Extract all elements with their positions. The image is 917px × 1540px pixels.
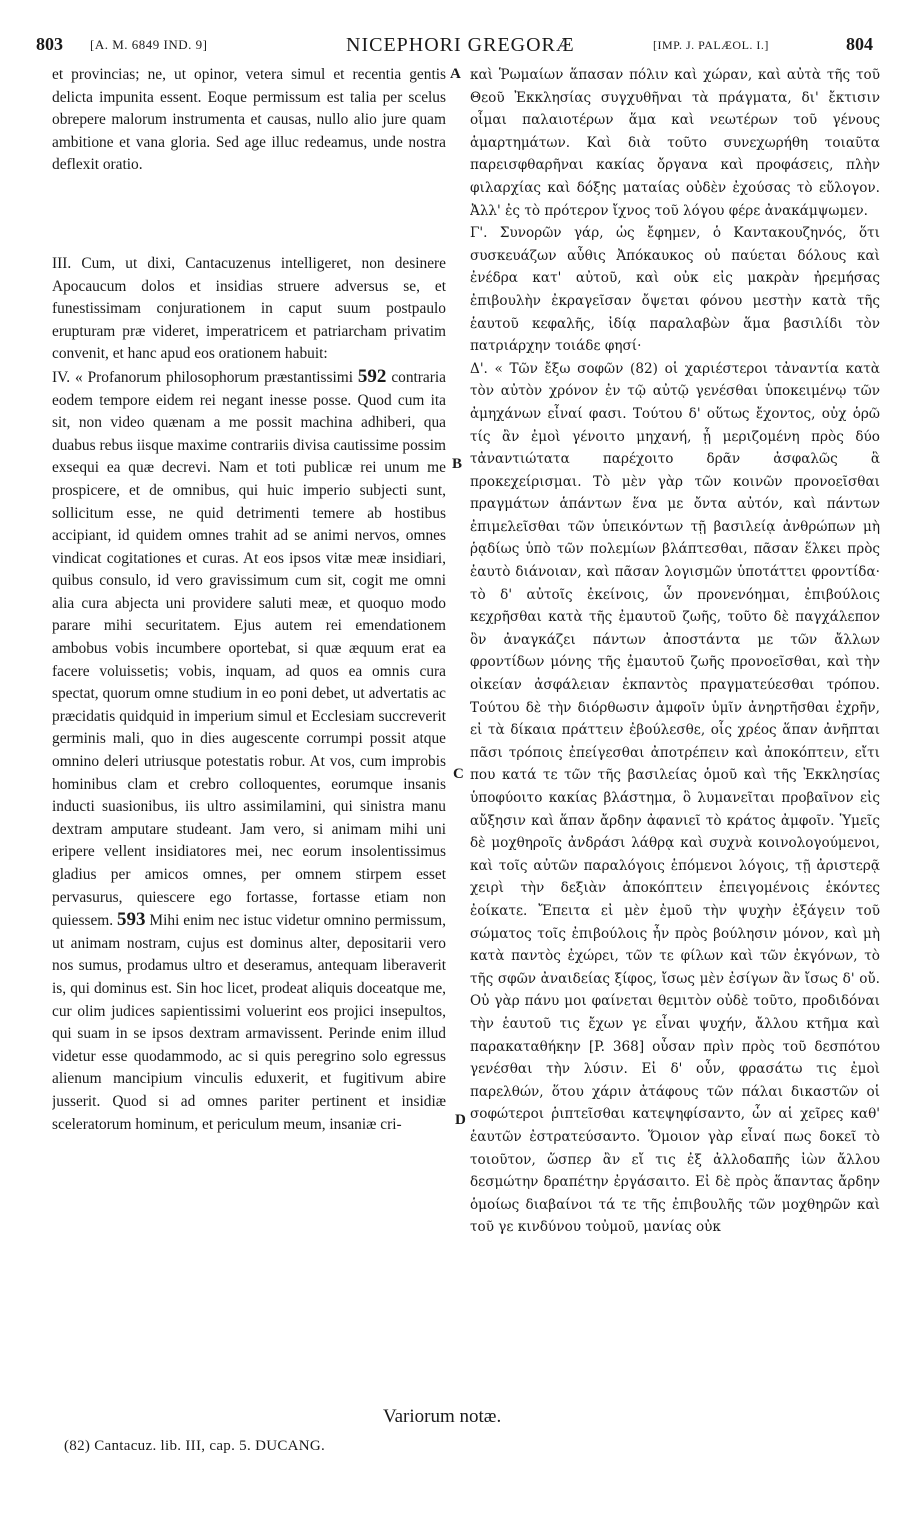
latin-column: [52, 64, 446, 1394]
latin-text: contraria eodem tempore eidem rei negant inesse posse. Quod cum ita sit, non video quænam a me possit machina adhiberi, qua duabus rebus iisque maxime contrariis divisa cautissime possim exsequi ea quæ decrevi. Nam et toti publicæ rei unum me prospicere, et de omnibus, qui huic imperio subjecti sunt, sollicitum esse, ne quid detrimenti temere ab hostibus accipiant, id quidem omnes trahit ad se animi nervos, omnes vindicat cogitationes et curas. At eos ipsos vitæ meæ insidiari, quibus consulo, id vero gravissimum cum sit, cogit me omni alia cura abjecta uni providere saluti meæ, et quoquo modo parare mihi securitatem. Ejus autem rei emendationem ambobus vobis incumbere oportebat, si quæ æquum erat ea facere voluissetis; vobis, inquam, ad quos ea omnis cura spectat, quorum omne studium in eo poni debet, ut advertatis ac præcidatis quidquid in imperium simul et Ecclesiam succreverit germinis mali, quo in dies augescente corrumpi possit atque omnino deleri utriusque potestatis robur. At vos, cum improbis hominibus clam et crebro colloquentes, eorumque insanis inducti suasionibus, iis ultro assimilamini, qui sinistra manu dextram amputare studeant. Jam vero, si animam mihi uni eripere vellent insidiatores mei, nec eorum insolentissimus gladius per amicos omnes, per omnem stirpem esset pervasurus, quiescere ego fortasse, fortasse etiam non quiessem.: [52, 368, 446, 930]
page-number-left: 803: [36, 34, 63, 54]
margin-letter-c: C: [453, 766, 464, 782]
margin-letter-a: A: [450, 66, 461, 82]
page-number-right: 804: [846, 34, 873, 54]
running-head-right: [IMP. J. PALÆOL. I.]: [653, 38, 769, 52]
notes-heading: Variorum notæ.: [383, 1406, 502, 1427]
footnote: (82) Cantacuz. lib. III, cap. 5. DUCANG.: [64, 1438, 326, 1454]
spacer: [52, 177, 446, 253]
edition-column-number: 592: [357, 365, 387, 387]
edition-column-number: 593: [117, 909, 146, 931]
running-head-left: [A. M. 6849 IND. 9]: [90, 37, 208, 52]
running-title: NICEPHORI GREGORÆ: [346, 34, 575, 56]
greek-paragraph: καὶ Ῥωμαίων ἅπασαν πόλιν καὶ χώραν, καὶ αὐτὰ τῆς τοῦ Θεοῦ Ἐκκλησίας συγχυθῆναι τὰ πράγματα, δι' ἔκτισιν οἶμαι παλαιοτέρων ἅμα καὶ νεωτέρων τοῦ γένους ἁμαρτημάτων. Καὶ διὰ τοῦτο συνεχωρήθη τοιαῦτα παρεισφθαρῆναι κακίας ὄργανα καὶ προφάσεις, πλὴν φιλαρχίας καὶ δόξης ματαίας οὐδὲν ἐχούσας τὸ εὔλογον. Ἀλλ' ἐς τὸ πρότερον ἴχνος τοῦ λόγου φέρε ἀνακάμψωμεν.: [470, 67, 880, 219]
latin-paragraph: III. Cum, ut dixi, Cantacuzenus intelligeret, non desinere Apocaucum dolos et insidias struere adversus se, et funestissimam conjurationem in caput suum postpaulo erupturam præ videret, imperatricem et patriarcham privatim convenit, et hanc apud eos orationem habuit:: [52, 254, 446, 363]
margin-letter-d: D: [455, 1112, 466, 1128]
latin-text: Mihi enim nec istuc videtur omnino permissum, ut animam nostram, cujus est dominus alter, depositarii vero nos sumus, prodamus ultro et deseramus, antequam liberaverit is, qui dominus est. Sin hoc licet, prodeat aliquis doceatque me, cur olim judices sapientissimi voluerint eos projici insepultos, qui suam in se ipsos dextram armavissent. Perinde enim illud videtur esse quodammodo, ac si quis peregrino solo egressus alienum mancipium vinculis eduxerit, et fugitivum abire jusserit. Quod si ad omnes pariter pertinent et insidiæ sceleratorum hominum, et periculum meum, insaniæ cri-: [52, 912, 446, 1133]
running-header: [28, 34, 888, 60]
latin-paragraph: [52, 366, 446, 1136]
latin-text: IV. « Profanorum philosophorum præstantissimi: [52, 368, 358, 386]
greek-paragraph: Δ'. « Τῶν ἔξω σοφῶν (82) οἱ χαριέστεροι τἀναντία κατὰ τὸν αὐτὸν χρόνον ἐν τῷ αὐτῷ γενέσθαι ὑποκειμένῳ τῶν ἀμηχάνων εἶναί φασι. Τούτου δ' οὕτως ἔχοντος, οὐχ ὁρῶ τίς ἂν ἐμοὶ γένοιτο μηχανή, ᾗ μεριζομένη πρὸς δύο τἀναντιώτατα παρέχοιτο δρᾶν ἀσφαλῶς ἃ προκεχείρισμαι. Τὸ μὲν γὰρ τῶν κοινῶν προνοεῖσθαι πραγμάτων ἁπάντων ἕνα με ὄντα αὐτόν, καὶ πάντων ἐπιμελεῖσθαι τῶν ὑπεικόντων τῇ βασιλείᾳ ἀνθρώπων μὴ ῥᾳδίως ὑπὸ τῶν πολεμίων βλάπτεσθαι, πᾶσαν ἕλκει πρὸς ἑαυτὸ διάνοιαν, καὶ πᾶσαν λογισμῶν ὑποτάττει φροντίδα· τὸ δ' αὐτοῖς ἐκείνοις, ὧν προνενόημαι, ἐπιβούλοις κεχρῆσθαι κατὰ τῆς ἐμαυτοῦ ζωῆς, τοῦτο δὲ παγχάλεπον ὂν ἀναγκάζει πάντων ἀποστάντα με τῶν ἄλλων φροντίδων μόνης τῆς ἐμαυτοῦ ζωῆς προνοεῖσθαι, καὶ τὴν οἰκείαν ἀσφάλειαν ἐκπαντὸς πραγματεύεσθαι τρόπου. Τούτου δὲ τὴν διόρθωσιν ἀμφοῖν ὑμῖν ἀνηρτῆσθαι ἐχρῆν, εἰ τὰ δίκαια πράττειν ἐβούλεσθε, οἷς χρέος ἅπαν ἀνῆπται πᾶσι τρόποις ἐπείγεσθαι ἀποτρέπειν καὶ ἀποκόπτειν, εἴτι που κατά τε τῶν τῆς βασιλείας ὁμοῦ καὶ τῆς Ἐκκλησίας ὑποφύοιτο κακίας βλάστημα, ὃ λυμανεῖται προβαῖνον εἰς αὔξησιν καὶ ἅπαν ἄρδην ἀφανιεῖ τὸ κράτος ἀμφοῖν. Ὑμεῖς δὲ μοχθηροῖς ἀνδράσι λάθρᾳ καὶ συχνὰ κοινολογούμενοι, καὶ τοῖς αὐτῶν παραλόγοις ἑπόμενοι λόγοις, τῇ ἀριστερᾷ χειρὶ τὴν δεξιὰν ἀποκόπτειν ἐπειγομένοις ἑκόντες ἐοίκατε. Ἔπειτα εἰ μὲν ἐμοῦ τὴν ψυχὴν ἐξάγειν τοῦ σώματος τοῖς ἐπιβούλοις ἦν πρὸς βούλησιν μόνον, καὶ μὴ κατὰ παντὸς ἐχώρει, τῶν τε φίλων καὶ τῶν ἐκγόνων, τὸ τῆς σφῶν ἀναιδείας ξίφος, ἴσως μὲν ἐσίγων ἂν ἴσως δ' οὔ. Οὐ γὰρ πάνυ μοι φαίνεται θεμιτὸν οὐδὲ τοῦτο, προδιδόναι τὴν ἑαυτοῦ τις ἔχων γε εἶναι ψυχήν, ἄλλου κτῆμα καὶ παρακαταθήκην [P. 368] οὖσαν πρὶν πρὸς τοῦ δεσπότου γενέσθαι τὴν λύσιν. Εἰ δ' οὖν, φρασάτω τις ἐμοὶ παρελθών, ὅτου χάριν ἀτάφους τῶν πάλαι δικαστῶν οἱ σοφώτεροι ῥιπτεῖσθαι κατεψηφίσαντο, ὧν αἱ χεῖρες καθ' ἑαυτῶν ἐστρατεύσαντο. Ὅμοιον γὰρ εἶναί πως δοκεῖ τὸ τοιοῦτον, ὥσπερ ἂν εἴ τις ἐξ ἀλλοδαπῆς ἰὼν ἄλλου δεσμώτην δραπέτην ἐργάσαιτο. Εἰ δὲ πρὸς ἅπαντας ἄρδην ὁμοίως διαβαίνοι τά τε τῆς ἐπιβουλῆς τῶν μοχθηρῶν καὶ τοῦ γε κινδύνου τοὐμοῦ, μανίας οὐκ: [470, 360, 880, 1236]
greek-column: [470, 64, 880, 1394]
latin-paragraph: et provincias; ne, ut opinor, vetera simul et recentia gentis delicta impunita essent. Eoque permissum est talia per scelus obrepere malorum instrumenta et causas, nullo alio jure quam ambitione et vana gloria. Sed age illuc redeamus, unde nostra deflexit oratio.: [52, 66, 446, 174]
margin-letter-b: B: [452, 456, 463, 472]
greek-paragraph: Γ'. Συνορῶν γάρ, ὡς ἔφημεν, ὁ Καντακουζηνός, ὅτι συσκευάζων αὖθις Ἀπόκαυκος οὐ παύεται δόλους καὶ ἐνέδρα κατ' αὐτοῦ, καὶ οὐκ εἰς μακρὰν ἠρεμήσας ἐπιβουλὴν ἐκραγεῖσαν ὄψεται φόνου μεστὴν κατὰ τῆς ἑαυτοῦ κεφαλῆς, ἰδίᾳ παραλαβὼν ἅμα βασιλίδι τὸν πατριάρχην τοιάδε φησί·: [470, 225, 880, 355]
